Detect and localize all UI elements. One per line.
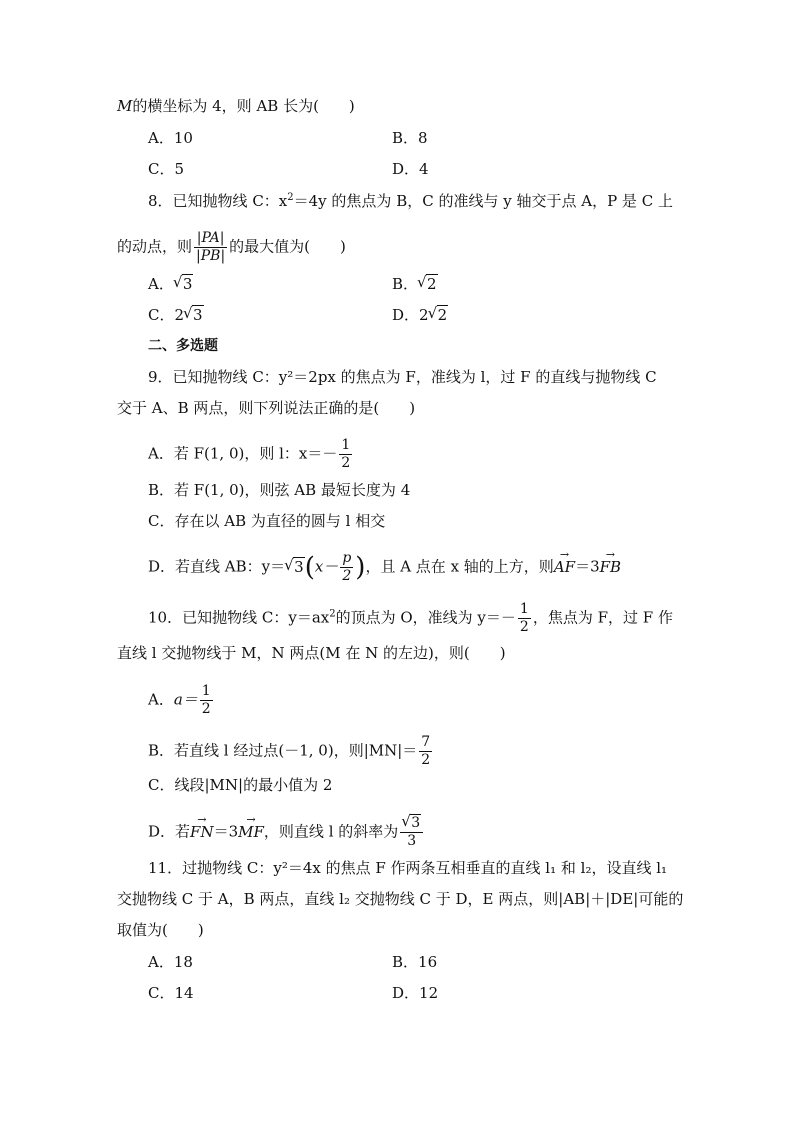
q11-stem-line2: 交抛物线 C 于 A，B 两点，直线 l₂ 交抛物线 C 于 D，E 两点，则|AB|＋|DE|可能的: [117, 890, 684, 908]
sqrt-symbol: √ 3: [402, 815, 421, 832]
q9-stem-line2: 交于 A、B 两点，则下列说法正确的是( ): [117, 399, 416, 417]
q8-fraction: $\frac{|PA|}{|PB|}$: [196, 230, 226, 264]
q9-option-d: D．若直线 AB：y＝√ 3(x－ $\frac{p}{2}$ )，且 A 点在 x 轴的上方，则AF →＝3FB →: [148, 550, 621, 585]
fraction: $\frac{7}{2}$: [421, 734, 431, 768]
q10-stem-line1: 10．已知抛物线 C：$y=ax^2$的顶点为 O，准线为 y＝－ $\frac{1}{2}$ ，焦点为 F，过 F 作: [148, 601, 673, 635]
q9-stem-line1: 9．已知抛物线 C：y²＝2px 的焦点为 F，准线为 l，过 F 的直线与抛物线 C: [148, 368, 657, 386]
sqrt-symbol: √ 2: [429, 305, 449, 325]
sqrt-symbol: √ 3: [184, 305, 204, 325]
fraction: $\frac{p}{2}$: [342, 550, 352, 584]
q7-option-c: C．5: [148, 160, 185, 178]
q11-option-d: D．12: [392, 984, 439, 1002]
vector-fn: FN →: [190, 822, 214, 842]
q7-stem: M的横坐标为 4，则 AB 长为( ): [117, 97, 355, 115]
q9-option-b: B．若 F(1, 0)，则弦 AB 最短长度为 4: [148, 481, 411, 499]
q8-option-a: A．√ 3: [148, 274, 193, 294]
q8-stem-line2: 的动点，则 $\frac{|PA|}{|PB|}$ 的最大值为( ): [117, 230, 346, 264]
q8-stem-line1: 8．已知抛物线 C：$x^2=4y$ 的焦点为 B，C 的准线与 y 轴交于点 A，P 是 C 上: [148, 192, 673, 210]
q7-option-d: D．4: [392, 160, 429, 178]
q7-option-b: B．8: [392, 129, 428, 147]
q9-option-a: A．若 F(1, 0)，则 l：x＝－ $\frac{1}{2}$: [148, 437, 351, 471]
vector-af: AF →: [554, 557, 575, 577]
sqrt-symbol: √ 2: [418, 274, 438, 294]
section-heading: 二、多选题: [148, 338, 218, 354]
q8-option-b: B．√ 2: [392, 274, 438, 294]
fraction: $\frac{1}{2}$: [519, 601, 529, 635]
fraction: $\frac{1}{2}$: [201, 683, 211, 717]
q11-option-c: C．14: [148, 984, 194, 1002]
q11-stem-line3: 取值为( ): [117, 921, 204, 939]
q11-option-b: B．16: [392, 953, 438, 971]
vector-fb: FB →: [600, 557, 621, 577]
q10-option-a: A．a＝ $\frac{1}{2}$: [148, 683, 211, 717]
q10-option-c: C．线段|MN|的最小值为 2: [148, 776, 333, 794]
q11-stem-line1: 11．过抛物线 C：y²＝4x 的焦点 F 作两条互相垂直的直线 l₁ 和 l₂，设直线 l₁: [148, 859, 668, 877]
q7-option-a: A．10: [148, 129, 193, 147]
fraction: √ $\frac{3}{3}$: [400, 815, 423, 850]
sqrt-symbol: √ 3: [285, 557, 305, 577]
q10-option-d: D．若FN →＝3MF →，则直线 l 的斜率为 √ $\frac{3}{3}$: [148, 815, 425, 850]
q11-option-a: A．18: [148, 953, 193, 971]
sqrt-symbol: √ 3: [174, 274, 194, 294]
q10-stem-line2: 直线 l 交抛物线于 M，N 两点(M 在 N 的左边)，则( ): [117, 644, 506, 662]
q8-option-c: C．2√ 3: [148, 305, 204, 325]
q8-option-d: D．2√ 2: [392, 305, 448, 325]
fraction: $\frac{1}{2}$: [341, 437, 351, 471]
q9-option-c: C．存在以 AB 为直径的圆与 l 相交: [148, 512, 386, 530]
q10-option-b: B．若直线 l 经过点(－1, 0)，则|MN|＝ $\frac{7}{2}$: [148, 734, 431, 768]
vector-mf: MF →: [238, 822, 264, 842]
